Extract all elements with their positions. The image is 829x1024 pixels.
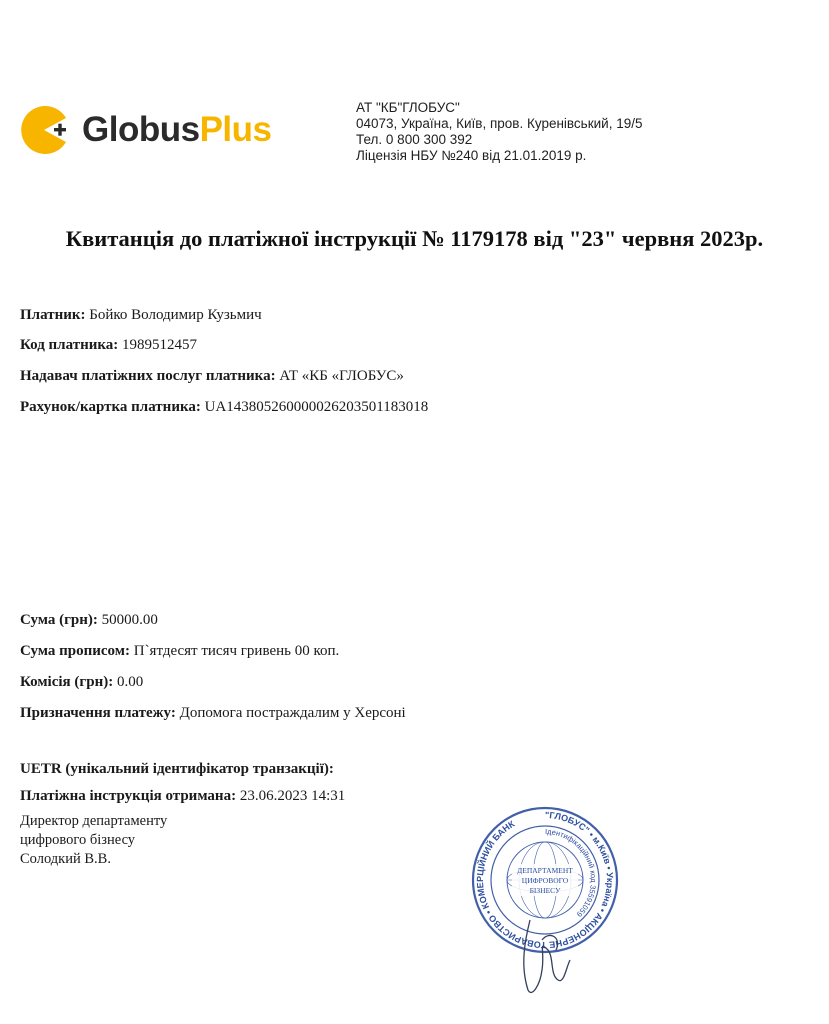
- signatory-name: Солодкий В.В.: [20, 851, 111, 867]
- bank-license: Ліцензія НБУ №240 від 21.01.2019 р.: [356, 148, 587, 163]
- amount-row: [20, 611, 158, 629]
- amount-words-row: [20, 642, 339, 660]
- stamp-ring-text: "ГЛОБУС" • м.Київ • Україна • АКЦІОНЕРНЕ ТОВАРИСТВО • КОМЕРЦІЙНИЙ БАНК: [474, 809, 616, 951]
- payer-account-row: [20, 398, 428, 416]
- receipt-title: Квитанція до платіжної інструкції № 1179178 від "23" червня 2023р.: [65, 226, 764, 251]
- amount-words-label: Сума прописом:: [20, 643, 130, 659]
- uetr-label: UETR (унікальний ідентифікатор транзакції):: [20, 761, 334, 777]
- payer-code-row: [20, 336, 197, 354]
- payer-code-value: 1989512457: [122, 337, 198, 353]
- bank-info: [356, 100, 642, 164]
- signatory-position-1: Директор департаменту: [20, 813, 168, 829]
- purpose-label: Призначення платежу:: [20, 705, 176, 721]
- globusplus-logo: [18, 104, 308, 156]
- globusplus-pacman-icon: [18, 104, 70, 156]
- signatory-position-2: цифрового бізнесу: [20, 832, 136, 848]
- signatory-block: [20, 812, 167, 869]
- commission-row: [20, 673, 143, 691]
- uetr-row: [20, 760, 334, 778]
- purpose-value: Допомога постраждалим у Херсоні: [179, 705, 406, 721]
- stamp-center-line-3: БІЗНЕСУ: [529, 886, 561, 895]
- payer-provider-value: АТ «КБ «ГЛОБУС»: [279, 368, 404, 384]
- payer-account-value: UA143805260000026203501183018: [204, 399, 429, 415]
- bank-stamp: [470, 800, 620, 1000]
- payer-account-label: Рахунок/картка платника:: [20, 399, 201, 415]
- bank-name: АТ "КБ"ГЛОБУС": [356, 100, 460, 115]
- purpose-row: [20, 704, 406, 722]
- stamp-center-line-1: ДЕПАРТАМЕНТ: [517, 866, 573, 875]
- amount-label: Сума (грн):: [20, 612, 98, 628]
- received-label: Платіжна інструкція отримана:: [20, 788, 237, 804]
- bank-phone: Тел. 0 800 300 392: [356, 132, 473, 147]
- payer-code-label: Код платника:: [20, 337, 119, 353]
- stamp-inner-ring-text: Ідентифікаційний код 35591059: [544, 826, 599, 919]
- amount-value: 50000.00: [101, 612, 158, 628]
- amount-words-value: П`ятдесят тисяч гривень 00 коп.: [133, 643, 340, 659]
- payer-provider-row: [20, 367, 404, 385]
- payer-provider-label: Надавач платіжних послуг платника:: [20, 368, 276, 384]
- payer-name-row: [20, 306, 262, 324]
- payer-name-label: Платник:: [20, 307, 86, 323]
- stamp-center-line-2: ЦИФРОВОГО: [521, 876, 569, 885]
- payer-name-value: Бойко Володимир Кузьмич: [89, 307, 262, 323]
- received-value: 23.06.2023 14:31: [239, 788, 346, 804]
- received-row: [20, 787, 345, 805]
- commission-value: 0.00: [116, 674, 144, 690]
- bank-address: 04073, Україна, Київ, пров. Куренівський, 19/5: [356, 116, 643, 131]
- logo-wordmark: GlobusPlus: [82, 110, 272, 149]
- commission-label: Комісія (грн):: [20, 674, 114, 690]
